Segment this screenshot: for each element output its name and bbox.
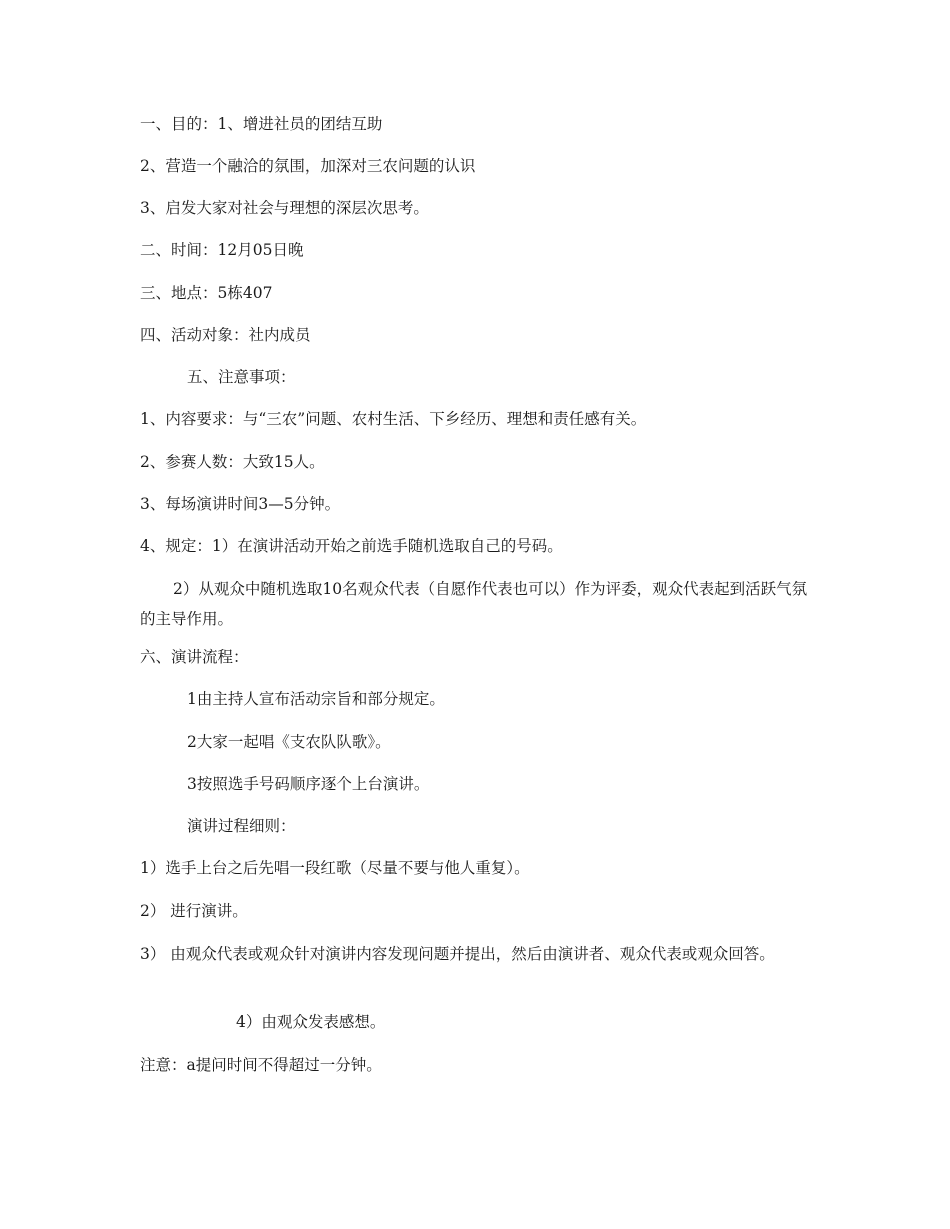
details-heading: 演讲过程细则： — [187, 817, 296, 835]
process-heading: 六、演讲流程： — [140, 648, 249, 666]
note-content-requirement: 1、内容要求：与“三农”问题、农村生活、下乡经历、理想和责任感有关。 — [140, 410, 647, 428]
note-rules-2: 2）从观众中随机选取10名观众代表（自愿作代表也可以）作为评委，观众代表起到活跃气氛的主导作用。 — [140, 580, 808, 628]
note-speech-time: 3、每场演讲时间3—5分钟。 — [140, 495, 341, 513]
audience-line: 四、活动对象：社内成员 — [140, 326, 311, 344]
notes-heading: 五、注意事项： — [187, 368, 296, 386]
location-line: 三、地点：5栋407 — [140, 284, 273, 302]
detail-step-4: 4）由观众发表感想。 — [236, 1013, 386, 1031]
process-step-2: 2大家一起唱《支农队队歌》。 — [187, 733, 391, 751]
detail-step-3: 3） 由观众代表或观众针对演讲内容发现问题并提出，然后由演讲者、观众代表或观众回答。 — [140, 945, 775, 963]
purpose-item-3: 3、启发大家对社会与理想的深层次思考。 — [140, 199, 429, 217]
time-line: 二、时间：12月05日晚 — [140, 241, 304, 259]
process-step-1: 1由主持人宣布活动宗旨和部分规定。 — [187, 690, 445, 708]
purpose-line: 一、目的：1、增进社员的团结互助 — [140, 115, 383, 133]
detail-step-1: 1）选手上台之后先唱一段红歌（尽量不要与他人重复）。 — [140, 859, 530, 877]
note-rules-1: 4、规定：1）在演讲活动开始之前选手随机选取自己的号码。 — [140, 537, 563, 555]
note-participants: 2、参赛人数：大致15人。 — [140, 453, 325, 471]
process-step-3: 3按照选手号码顺序逐个上台演讲。 — [187, 775, 430, 793]
attention-note: 注意：a提问时间不得超过一分钟。 — [140, 1056, 382, 1074]
purpose-item-2: 2、营造一个融洽的氛围，加深对三农问题的认识 — [140, 157, 476, 175]
detail-step-2: 2） 进行演讲。 — [140, 902, 248, 920]
